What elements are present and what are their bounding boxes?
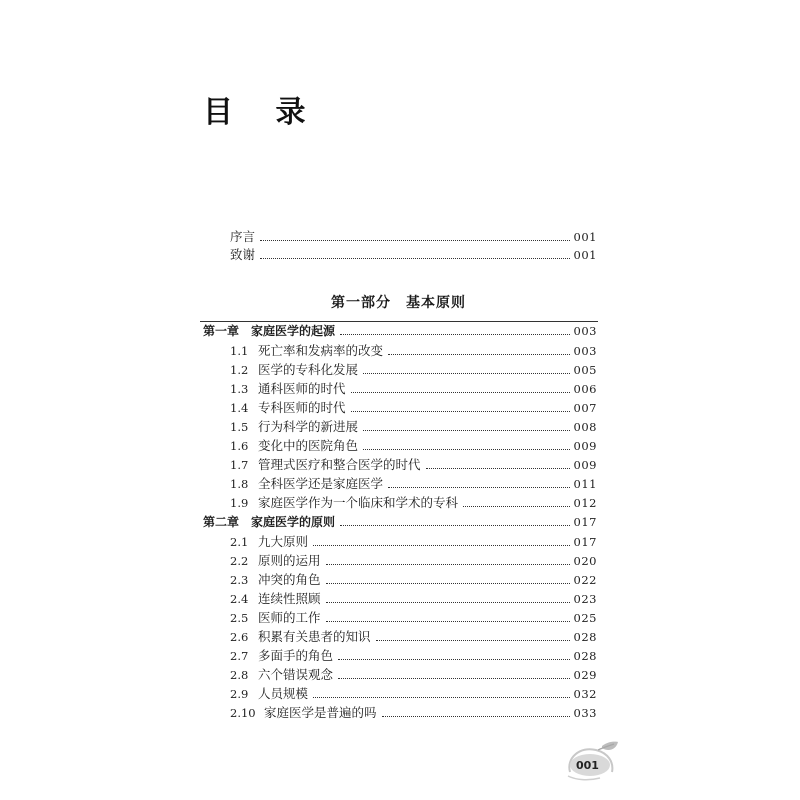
section-title: 死亡率和发病率的改变 xyxy=(258,343,384,358)
toc-page-number: 023 xyxy=(573,592,597,606)
toc-section[interactable] xyxy=(230,419,597,435)
section-number: 2.2 xyxy=(230,554,249,568)
toc-section[interactable] xyxy=(230,629,597,645)
toc-page-number: 032 xyxy=(573,687,597,701)
toc-page-number: 008 xyxy=(573,420,597,434)
toc-page-number: 020 xyxy=(573,554,597,568)
section-number: 2.3 xyxy=(230,573,249,587)
toc-page-number: 003 xyxy=(573,324,597,338)
leader-dots xyxy=(326,621,570,622)
toc-page-number: 028 xyxy=(573,630,597,644)
leader-dots xyxy=(388,487,570,488)
section-number: 2.6 xyxy=(230,630,249,644)
toc-entry-preface[interactable] xyxy=(230,229,597,245)
part-title: 第一部分 基本原则 xyxy=(331,295,466,311)
leader-dots xyxy=(363,449,570,450)
section-number: 1.5 xyxy=(230,420,249,434)
section-title: 医师的工作 xyxy=(258,610,321,625)
leader-dots xyxy=(326,583,570,584)
section-title: 行为科学的新进展 xyxy=(258,419,359,434)
section-number: 2.4 xyxy=(230,592,249,606)
toc-section[interactable] xyxy=(230,591,597,607)
toc-page-number: 017 xyxy=(573,515,597,529)
toc-section[interactable] xyxy=(230,381,597,397)
leader-dots xyxy=(363,430,570,431)
toc-page-number: 005 xyxy=(573,363,597,377)
leader-dots xyxy=(260,240,570,241)
toc-section[interactable] xyxy=(230,705,597,721)
section-number: 1.4 xyxy=(230,401,249,415)
leader-dots xyxy=(326,602,570,603)
leader-dots xyxy=(340,334,570,335)
section-number: 1.3 xyxy=(230,382,249,396)
leader-dots xyxy=(351,411,570,412)
section-number: 1.7 xyxy=(230,458,249,472)
toc-entry-title: 序言 xyxy=(230,229,256,244)
section-number: 1.1 xyxy=(230,344,249,358)
leader-dots xyxy=(388,354,570,355)
toc-section[interactable] xyxy=(230,495,597,511)
toc-section[interactable] xyxy=(230,400,597,416)
toc-page-number: 028 xyxy=(573,649,597,663)
leader-dots xyxy=(313,545,570,546)
section-title: 专科医师的时代 xyxy=(258,400,346,415)
toc-page-number: 022 xyxy=(573,573,597,587)
toc-section[interactable] xyxy=(230,610,597,626)
leader-dots xyxy=(382,716,570,717)
toc-section[interactable] xyxy=(230,667,597,683)
toc-page-number: 006 xyxy=(573,382,597,396)
toc-page-number: 029 xyxy=(573,668,597,682)
leader-dots xyxy=(363,373,570,374)
section-title: 冲突的角色 xyxy=(258,572,321,587)
toc-entry-acknowledgements[interactable] xyxy=(230,247,597,263)
section-number: 2.1 xyxy=(230,535,249,549)
toc-page-number: 003 xyxy=(573,344,597,358)
chapter-title: 家庭医学的原则 xyxy=(251,515,336,529)
toc-section[interactable] xyxy=(230,572,597,588)
section-number: 2.10 xyxy=(230,706,256,720)
toc-page-number: 011 xyxy=(573,477,597,491)
toc-section[interactable] xyxy=(230,648,597,664)
leader-dots xyxy=(338,678,570,679)
toc-section[interactable] xyxy=(230,362,597,378)
toc-section[interactable] xyxy=(230,476,597,492)
toc-page-number: 007 xyxy=(573,401,597,415)
page-number: 001 xyxy=(576,759,599,772)
section-title: 医学的专科化发展 xyxy=(258,362,359,377)
leader-dots xyxy=(351,392,570,393)
toc-page-number: 009 xyxy=(573,439,597,453)
leader-dots xyxy=(340,525,570,526)
section-title: 六个错误观念 xyxy=(258,667,334,682)
section-title: 通科医师的时代 xyxy=(258,381,346,396)
chapter-label: 第一章 xyxy=(203,324,240,338)
section-title: 九大原则 xyxy=(258,534,309,549)
section-number: 2.5 xyxy=(230,611,249,625)
section-title: 变化中的医院角色 xyxy=(258,438,359,453)
toc-section[interactable] xyxy=(230,534,597,550)
toc-page-number: 001 xyxy=(573,230,597,244)
leader-dots xyxy=(326,564,570,565)
section-number: 1.9 xyxy=(230,496,249,510)
toc-section[interactable] xyxy=(230,438,597,454)
section-number: 1.2 xyxy=(230,363,249,377)
section-title: 多面手的角色 xyxy=(258,648,334,663)
leader-dots xyxy=(426,468,570,469)
section-number: 1.6 xyxy=(230,439,249,453)
leader-dots xyxy=(260,258,570,259)
toc-section[interactable] xyxy=(230,343,597,359)
section-title: 管理式医疗和整合医学的时代 xyxy=(258,457,421,472)
chapter-title: 家庭医学的起源 xyxy=(251,324,336,338)
toc-section[interactable] xyxy=(230,553,597,569)
section-title: 人员规模 xyxy=(258,686,309,701)
section-title: 家庭医学作为一个临床和学术的专科 xyxy=(258,495,459,510)
toc-section[interactable] xyxy=(230,457,597,473)
toc-section[interactable] xyxy=(230,686,597,702)
section-number: 2.7 xyxy=(230,649,249,663)
section-number: 1.8 xyxy=(230,477,249,491)
toc-page-number: 033 xyxy=(573,706,597,720)
section-number: 2.9 xyxy=(230,687,249,701)
section-title: 家庭医学是普遍的吗 xyxy=(264,705,377,720)
section-title: 连续性照顾 xyxy=(258,591,321,606)
toc-page-number: 025 xyxy=(573,611,597,625)
leader-dots xyxy=(313,697,570,698)
toc-chapter-2[interactable] xyxy=(203,514,597,530)
toc-chapter-1[interactable] xyxy=(203,323,597,339)
toc-entry-title: 致谢 xyxy=(230,247,256,262)
leader-dots xyxy=(376,640,570,641)
leader-dots xyxy=(463,506,570,507)
section-number: 2.8 xyxy=(230,668,249,682)
toc-page-number: 012 xyxy=(573,496,597,510)
section-divider xyxy=(200,321,598,322)
toc-page-number: 017 xyxy=(573,535,597,549)
page-title: 目 录 xyxy=(203,95,322,130)
leader-dots xyxy=(338,659,570,660)
toc-page-number: 001 xyxy=(573,248,597,262)
section-title: 积累有关患者的知识 xyxy=(258,629,371,644)
toc-page-number: 009 xyxy=(573,458,597,472)
chapter-label: 第二章 xyxy=(203,515,240,529)
section-title: 全科医学还是家庭医学 xyxy=(258,476,384,491)
section-title: 原则的运用 xyxy=(258,553,321,568)
